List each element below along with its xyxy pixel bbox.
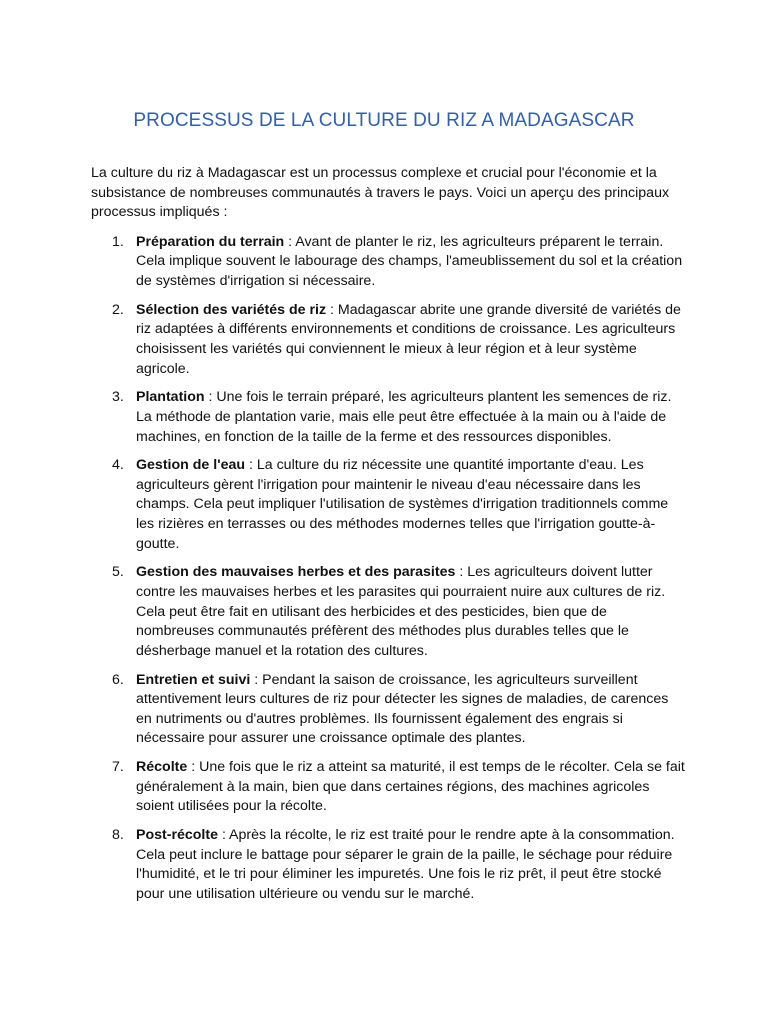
list-item-number: 5. [112, 564, 124, 581]
list-item-text: : Avant de planter le riz, les agriculteurs préparent le terrain. Cela implique souvent le labourage des champs, l'ameublissement du sol et la création de systèmes d'irrigation si nécessaire. [136, 233, 683, 289]
process-steps-list [91, 233, 687, 905]
list-item-number: 6. [112, 671, 124, 688]
list-item-term: Sélection des variétés de riz [136, 301, 327, 318]
list-item-number: 8. [112, 827, 124, 844]
page-title: PROCESSUS DE LA CULTURE DU RIZ A MADAGASCAR [133, 110, 635, 131]
list-item-number: 2. [112, 301, 124, 318]
list-item [91, 758, 687, 817]
list-item [91, 388, 687, 447]
list-item [91, 563, 687, 661]
list-item-number: 7. [112, 759, 124, 776]
list-item-text: : Pendant la saison de croissance, les agriculteurs surveillent attentivement leurs cultures de riz pour détecter les signes de maladies, de carences en nutriments ou d'autres problèmes. Ils fournissent également des engrais si nécessaire pour assurer une croissance optimale des plantes. [136, 671, 669, 747]
list-item [91, 456, 687, 554]
list-item [91, 301, 687, 379]
list-item-term: Post-récolte [136, 827, 218, 844]
list-item-text: : Après la récolte, le riz est traité pour le rendre apte à la consommation. Cela peut inclure le battage pour séparer le grain de la paille, le séchage pour réduire l'humidité, et le tri pour éliminer les impuretés. Une fois le riz prêt, il peut être stocké pour une utilisation ultérieure ou vendu sur le marché. [136, 827, 675, 902]
list-item-term: Gestion des mauvaises herbes et des parasites [136, 564, 456, 581]
list-item-number: 3. [112, 389, 124, 406]
list-item-term: Entretien et suivi [136, 671, 251, 688]
list-item-term: Gestion de l'eau [136, 457, 246, 474]
list-item-number: 1. [112, 233, 124, 250]
document-body [91, 164, 687, 914]
list-item-text: : Madagascar abrite une grande diversité de variétés de riz adaptées à différents environnements et conditions de croissance. Les agriculteurs choisissent les variétés qui conviennent le mieux à leur région et à leur système agricole. [136, 301, 681, 377]
list-item-term: Préparation du terrain [136, 233, 285, 250]
list-item-term: Plantation [136, 389, 205, 406]
list-item-text: : La culture du riz nécessite une quantité importante d'eau. Les agriculteurs gèrent l'irrigation pour maintenir le niveau d'eau nécessaire dans les champs. Cela peut impliquer l'utilisation de systèmes d'irrigation traditionnels comme les rizières en terrasses ou des méthodes modernes telles que l'irrigation goutte-à-goutte. [136, 457, 669, 552]
list-item-term: Récolte [136, 759, 188, 776]
list-item-text: : Une fois que le riz a atteint sa maturité, il est temps de le récolter. Cela se fait généralement à la main, bien que dans certaines régions, des machines agricoles soient utilisées pour la récolte. [136, 759, 685, 815]
list-item [91, 233, 687, 292]
list-item-text: : Les agriculteurs doivent lutter contre les mauvaises herbes et les parasites qui pourraient nuire aux cultures de riz. Cela peut être fait en utilisant des herbicides et des pesticides, bien que de nombreuses communautés préfèrent des méthodes plus durables telles que le désherbage manuel et la rotation des cultures. [136, 564, 666, 659]
list-item [91, 826, 687, 904]
intro-paragraph: La culture du riz à Madagascar est un processus complexe et crucial pour l'économie et la subsistance de nombreuses communautés à travers le pays. Voici un aperçu des principaux processus impliqués : [91, 165, 670, 221]
list-item-number: 4. [112, 457, 124, 474]
list-item [91, 671, 687, 749]
list-item-text: : Une fois le terrain préparé, les agriculteurs plantent les semences de riz. La méthode de plantation varie, mais elle peut être effectuée à la main ou à l'aide de machines, en fonction de la taille de la ferme et des ressources disponibles. [136, 389, 672, 445]
